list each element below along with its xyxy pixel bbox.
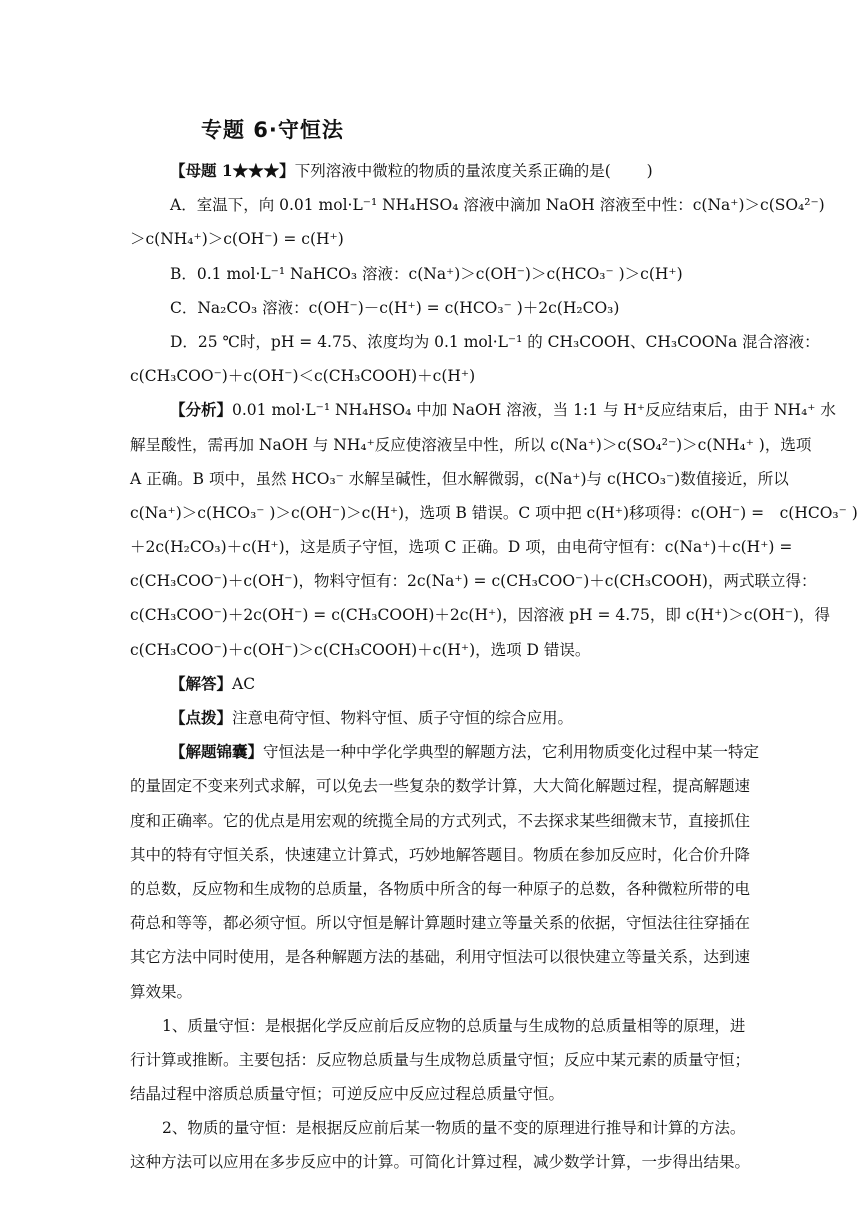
point-2-line-2: 这种方法可以应用在多步反应中的计算。可简化计算过程，减少数学计算，一步得出结果。 xyxy=(130,1153,751,1172)
tips-box-line-6: 荷总和等等，都必须守恒。所以守恒是解计算题时建立等量关系的依据，守恒法往往穿插在 xyxy=(130,914,751,933)
tip-tag: 【点拨】 xyxy=(170,708,233,727)
tips-box-line-2: 的量固定不变来列式求解，可以免去一些复杂的数学计算，大大简化解题过程，提高解题速 xyxy=(130,777,751,796)
question-tag: 【母题 1★★★】 xyxy=(170,161,295,180)
tips-box-line-8: 算效果。 xyxy=(130,982,193,1001)
tip-line xyxy=(130,701,734,735)
analysis-line-6: c(CH₃COO⁻)＋c(OH⁻)，物料守恒有：2c(Na⁺) = c(CH₃COO⁻)＋c(CH₃COOH)，两式联立得： xyxy=(130,572,817,591)
analysis-line-1: 【分析】0.01 mol·L⁻¹ NH₄HSO₄ 中加 NaOH 溶液，当 1:1 与 H⁺反应结束后，由于 NH₄⁺ 水 xyxy=(170,400,836,420)
question-text: 下列溶液中微粒的物质的量浓度关系正确的是( ) xyxy=(294,162,653,180)
point-2-line-1: 2、物质的量守恒：是根据反应前后某一物质的量不变的原理进行推导和计算的方法。 xyxy=(162,1119,746,1138)
point-1-line-2: 行计算或推断。主要包括：反应物总质量与生成物总质量守恒；反应中某元素的质量守恒； xyxy=(130,1050,751,1069)
option-a-line-2: ＞c(NH₄⁺)＞c(OH⁻) = c(H⁺) xyxy=(130,230,344,249)
analysis-line-4: c(Na⁺)＞c(HCO₃⁻ )＞c(OH⁻)＞c(H⁺)，选项 B 错误。C 项中把 c(H⁺)移项得：c(OH⁻) = c(HCO₃⁻ ) xyxy=(130,503,858,522)
tips-box-line-4: 其中的特有守恒关系，快速建立计算式，巧妙地解答题目。物质在参加反应时，化合价升降 xyxy=(130,845,751,864)
option-a-line-1: A．室温下，向 0.01 mol·L⁻¹ NH₄HSO₄ 溶液中滴加 NaOH 溶液至中性：c(Na⁺)＞c(SO₄²⁻) xyxy=(170,196,825,215)
tips-box-tag: 【解题锦囊】 xyxy=(170,742,264,762)
point-1-line-1: 1、质量守恒：是根据化学反应前后反应物的总质量与生成物的总质量相等的原理，进 xyxy=(162,1016,746,1035)
tips-box-line-3: 度和正确率。它的优点是用宏观的统揽全局的方式列式，不去探求某些细微末节，直接抓住 xyxy=(130,811,751,830)
tip-text: 注意电荷守恒、物料守恒、质子守恒的综合应用。 xyxy=(232,709,574,727)
option-c: C．Na₂CO₃ 溶液：c(OH⁻)－c(H⁺) = c(HCO₃⁻ )＋2c(H₂CO₃) xyxy=(170,298,620,317)
analysis-line-5: ＋2c(H₂CO₃)＋c(H⁺)，这是质子守恒，选项 C 正确。D 项，由电荷守恒有：c(Na⁺)＋c(H⁺) = xyxy=(130,538,793,557)
answer-text: AC xyxy=(232,674,256,693)
point-1-line-3: 结晶过程中溶质总质量守恒；可逆反应中反应过程总质量守恒。 xyxy=(130,1085,565,1104)
tips-box-line-5: 的总数，反应物和生成物的总质量，各物质中所含的每一种原子的总数，各种微粒所带的电 xyxy=(130,879,751,898)
question-section xyxy=(130,154,858,1180)
answer-line xyxy=(130,667,734,701)
question-stem xyxy=(130,154,734,188)
tips-box-line-7: 其它方法中同时使用，是各种解题方法的基础，利用守恒法可以很快建立等量关系，达到速 xyxy=(130,948,751,967)
option-b: B．0.1 mol·L⁻¹ NaHCO₃ 溶液：c(Na⁺)＞c(OH⁻)＞c(HCO₃⁻ )＞c(H⁺) xyxy=(170,264,683,283)
analysis-line-8: c(CH₃COO⁻)＋c(OH⁻)＞c(CH₃COOH)＋c(H⁺)，选项 D 错误。 xyxy=(130,640,591,659)
tips-box-line-1: 【解题锦囊】守恒法是一种中学化学典型的解题方法，它利用物质变化过程中某一特定 xyxy=(170,742,760,762)
page-title: 专题 6·守恒法 xyxy=(201,118,344,142)
analysis-line-7: c(CH₃COO⁻)＋2c(OH⁻) = c(CH₃COOH)＋2c(H⁺)，因溶液 pH = 4.75，即 c(H⁺)＞c(OH⁻)，得 xyxy=(130,606,830,625)
option-d-line-1: D．25 ℃时，pH = 4.75、浓度均为 0.1 mol·L⁻¹ 的 CH₃COOH、CH₃COONa 混合溶液： xyxy=(170,332,820,351)
analysis-line-3: A 正确。B 项中，虽然 HCO₃⁻ 水解呈碱性，但水解微弱，c(Na⁺)与 c(HCO₃⁻)数值接近，所以 xyxy=(130,469,789,488)
analysis-line-2: 解呈酸性，需再加 NaOH 与 NH₄⁺反应使溶液呈中性，所以 c(Na⁺)＞c(SO₄²⁻)＞c(NH₄⁺ )，选项 xyxy=(130,435,812,454)
option-d-line-2: c(CH₃COO⁻)＋c(OH⁻)＜c(CH₃COOH)＋c(H⁺) xyxy=(130,367,476,386)
analysis-tag: 【分析】 xyxy=(170,400,233,420)
answer-tag: 【解答】 xyxy=(170,673,233,693)
